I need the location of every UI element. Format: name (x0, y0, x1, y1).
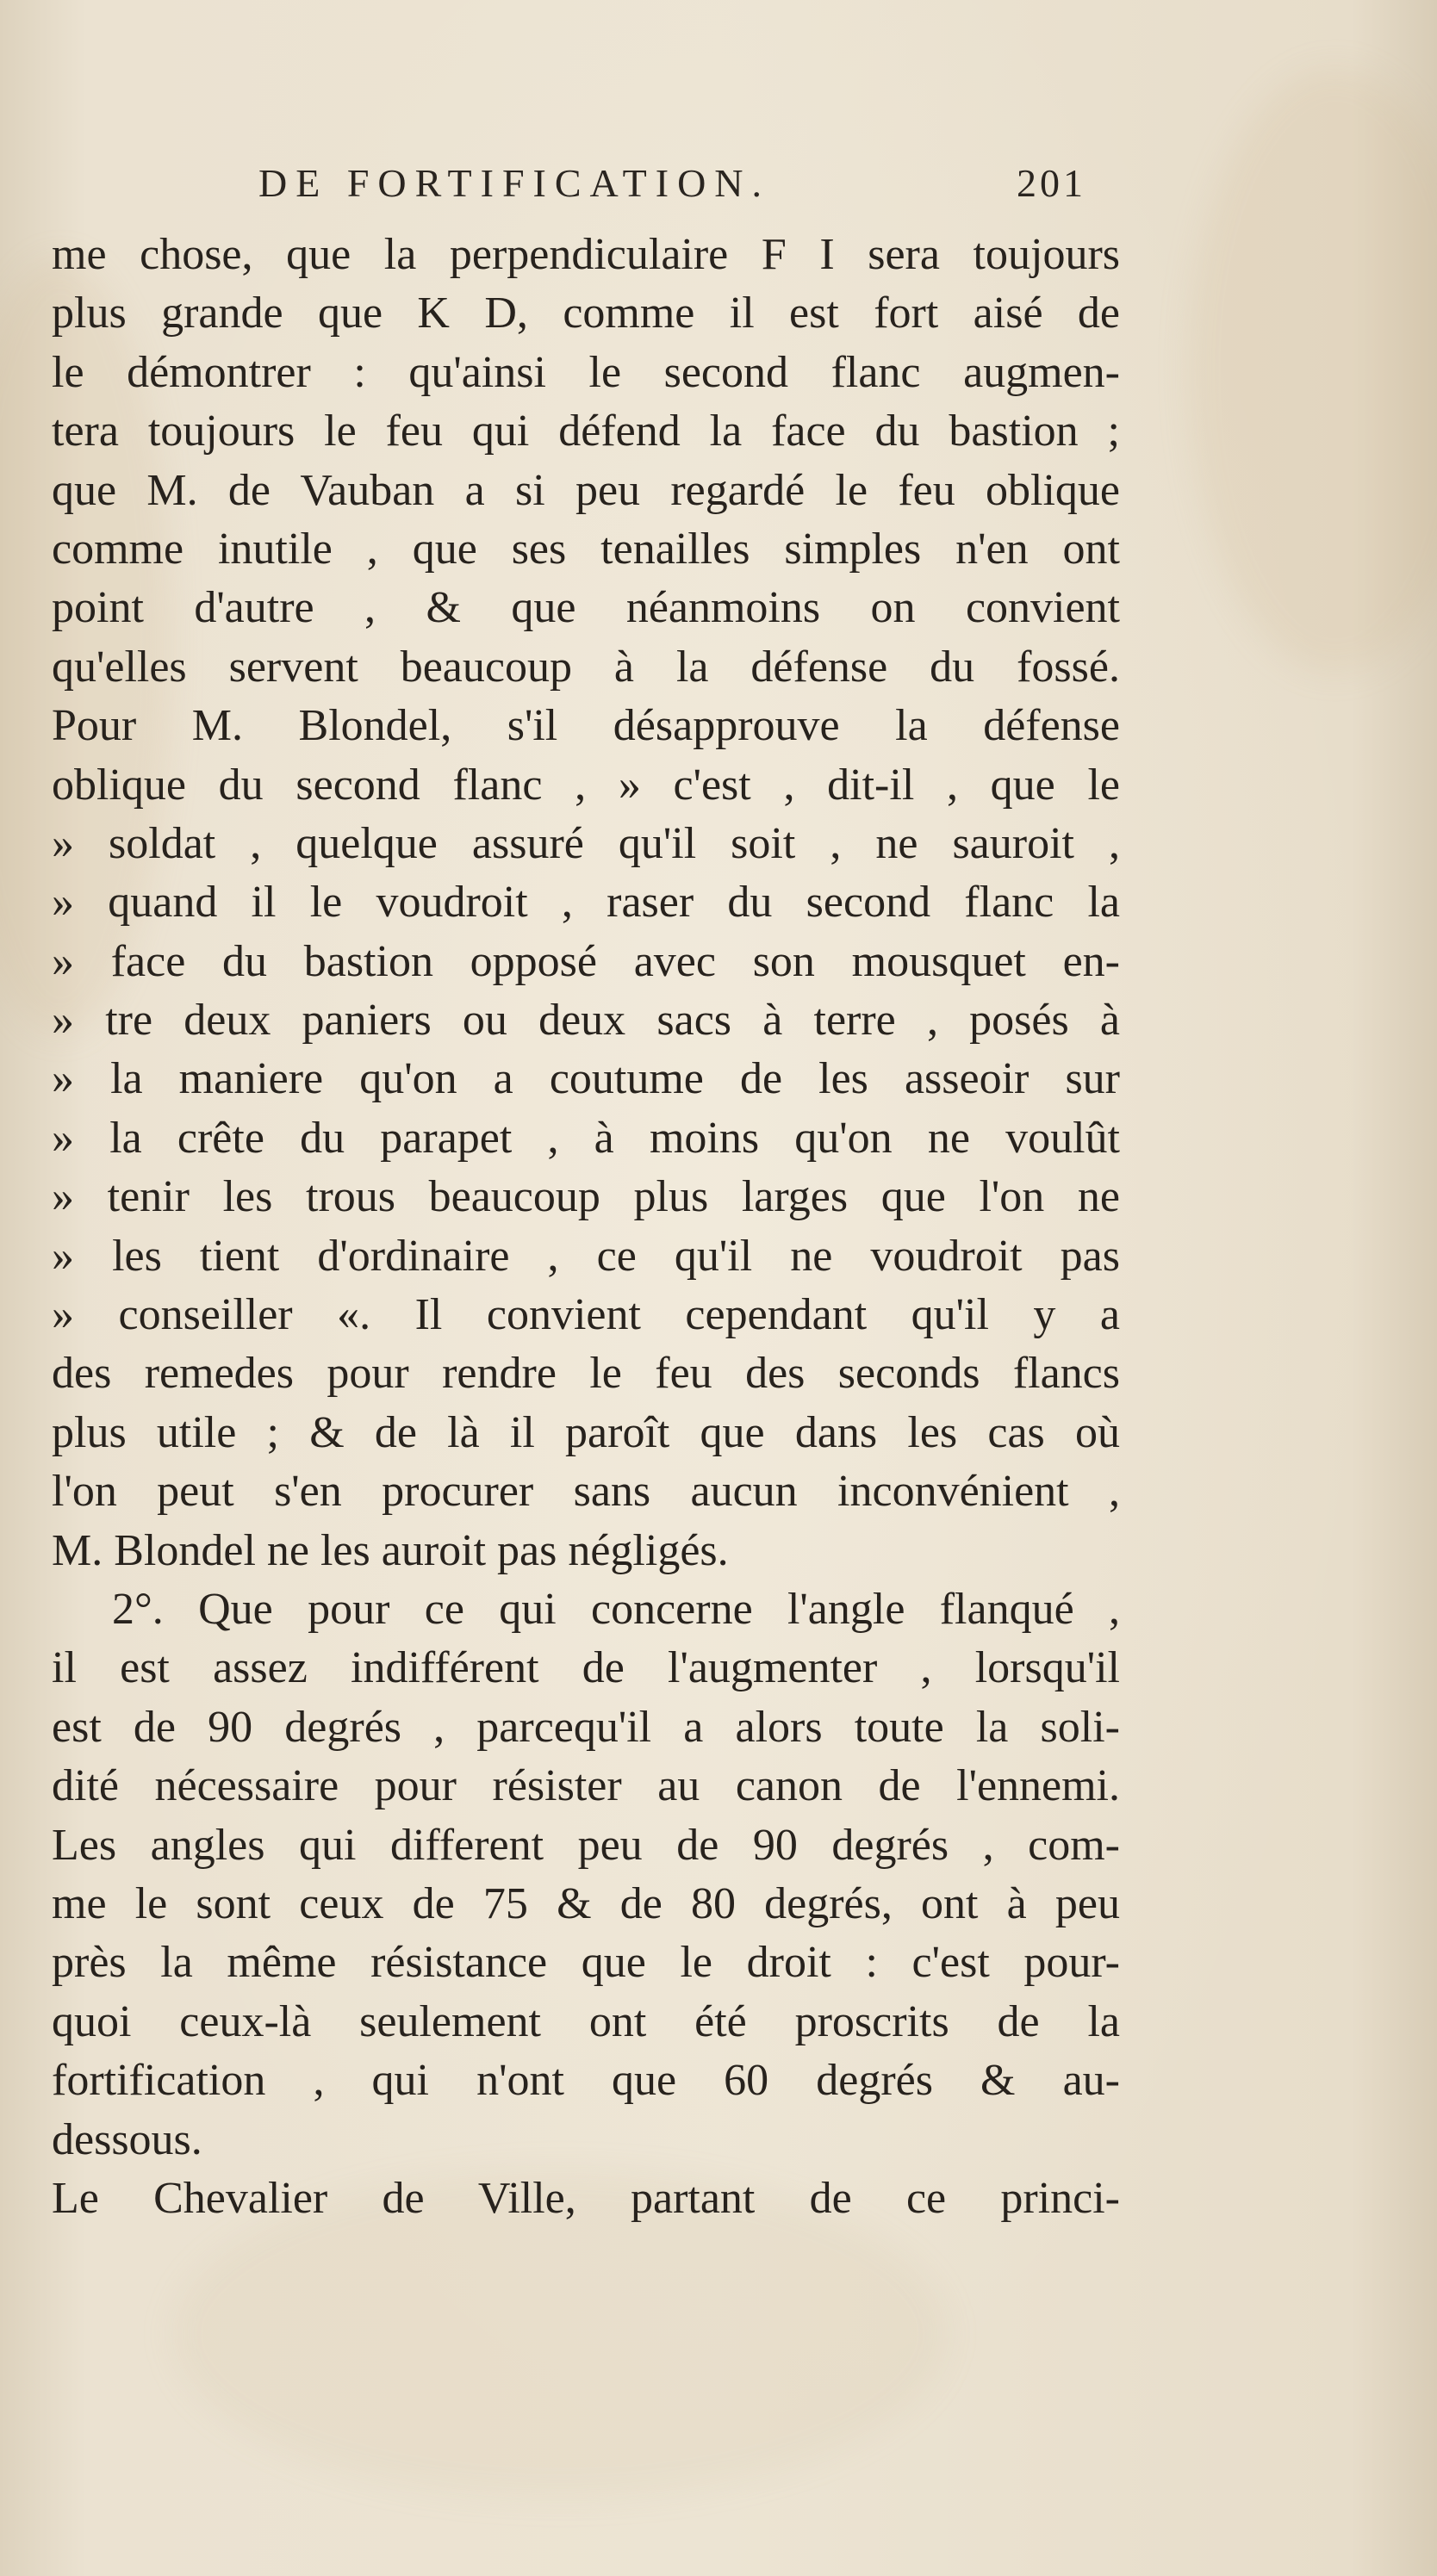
text-line-content: qu'elles servent beaucoup à la défense du fossé. (52, 642, 1120, 692)
text-line-content: que M. de Vauban a si peu regardé le feu oblique (52, 465, 1120, 515)
text-line (52, 1227, 1120, 1286)
text-line-content: » quand il le voudroit , raser du second flanc la (52, 878, 1120, 928)
text-line-content: oblique du second flanc , » c'est , dit-il , que le (52, 760, 1120, 810)
text-line-content: Le Chevalier de Ville, partant de ce princi- (52, 2173, 1120, 2223)
text-line-content: tera toujours le feu qui défend la face du bastion ; (52, 407, 1120, 456)
text-line-content: comme inutile , que ses tenailles simples n'en ont (52, 524, 1120, 574)
text-line (52, 873, 1120, 932)
text-line-content: me chose, que la perpendiculaire F I sera toujours (52, 230, 1120, 279)
text-line (52, 284, 1120, 343)
text-line (52, 1934, 1120, 1992)
text-line (52, 697, 1120, 755)
text-line (52, 1286, 1120, 1344)
text-line-content: plus utile ; & de là il paroît que dans les cas où (52, 1407, 1120, 1457)
text-line (52, 1580, 1120, 1639)
text-line (52, 1462, 1120, 1521)
text-line-content: dité nécessaire pour résister au canon de l'ennemi. (52, 1761, 1120, 1811)
text-line-content: » conseiller «. Il convient cependant qu'il y a (52, 1290, 1120, 1340)
text-line (52, 1757, 1120, 1816)
text-line-content: 2°. Que pour ce qui concerne l'angle flanqué , (112, 1584, 1120, 1634)
text-line (52, 1522, 1120, 1580)
running-head (258, 160, 1120, 206)
text-line (52, 402, 1120, 461)
text-line-content: plus grande que K D, comme il est fort aisé de (52, 289, 1120, 338)
text-line-content: Pour M. Blondel, s'il désapprouve la défense (52, 701, 1120, 751)
text-line (52, 520, 1120, 579)
text-line-content: il est assez indifférent de l'augmenter , lorsqu'il (52, 1643, 1120, 1693)
text-line (52, 638, 1120, 697)
text-line (52, 1816, 1120, 1875)
body-text (52, 226, 1120, 2228)
text-line (52, 815, 1120, 873)
text-line-content: fortification , qui n'ont que 60 degrés & au- (52, 2056, 1120, 2106)
text-line (52, 1050, 1120, 1108)
running-title: DE FORTIFICATION. (258, 161, 771, 205)
text-line (52, 1639, 1120, 1698)
text-line (52, 1344, 1120, 1403)
text-line-content: M. Blondel ne les auroit pas négligés. (52, 1525, 729, 1575)
text-line-content: » soldat , quelque assuré qu'il soit , ne sauroit , (52, 818, 1120, 868)
text-line (52, 226, 1120, 284)
text-line (52, 1875, 1120, 1934)
text-line-content: Les angles qui different peu de 90 degrés , com- (52, 1820, 1120, 1870)
text-line (52, 756, 1120, 815)
text-line-content: quoi ceux-là seulement ont été proscrits de la (52, 1996, 1120, 2046)
text-line (52, 1168, 1120, 1226)
paper-stain-right (1189, 69, 1437, 672)
text-line-content: dessous. (52, 2114, 202, 2164)
text-line-content: » tre deux paniers ou deux sacs à terre , posés à (52, 996, 1120, 1046)
text-line (52, 933, 1120, 991)
text-line (52, 1993, 1120, 2051)
text-line (52, 2169, 1120, 2228)
text-line-content: me le sont ceux de 75 & de 80 degrés, ont à peu (52, 1878, 1120, 1928)
text-line (52, 462, 1120, 520)
text-line (52, 2051, 1120, 2110)
text-line-content: » la maniere qu'on a coutume de les asseoir sur (52, 1054, 1120, 1104)
text-line-content: est de 90 degrés , parcequ'il a alors toute la soli- (52, 1702, 1120, 1752)
text-line-content: » la crête du parapet , à moins qu'on ne voulût (52, 1113, 1120, 1163)
text-line-content: » tenir les trous beaucoup plus larges que l'on ne (52, 1172, 1120, 1222)
text-line (52, 2111, 1120, 2169)
text-line (52, 991, 1120, 1050)
text-line-content: près la même résistance que le droit : c'est pour- (52, 1938, 1120, 1988)
page-number: 201 (1017, 161, 1086, 205)
text-line-content: point d'autre , & que néanmoins on convient (52, 583, 1120, 633)
text-line-content: des remedes pour rendre le feu des seconds flancs (52, 1349, 1120, 1399)
text-line (52, 1698, 1120, 1757)
text-line-content: le démontrer : qu'ainsi le second flanc augmen- (52, 347, 1120, 397)
text-line-content: » les tient d'ordinaire , ce qu'il ne voudroit pas (52, 1231, 1120, 1281)
text-line (52, 1404, 1120, 1462)
text-line (52, 344, 1120, 402)
text-line (52, 1109, 1120, 1168)
text-line-content: l'on peut s'en procurer sans aucun inconvénient , (52, 1467, 1120, 1517)
text-line-content: » face du bastion opposé avec son mousquet en- (52, 936, 1120, 986)
text-line (52, 579, 1120, 637)
